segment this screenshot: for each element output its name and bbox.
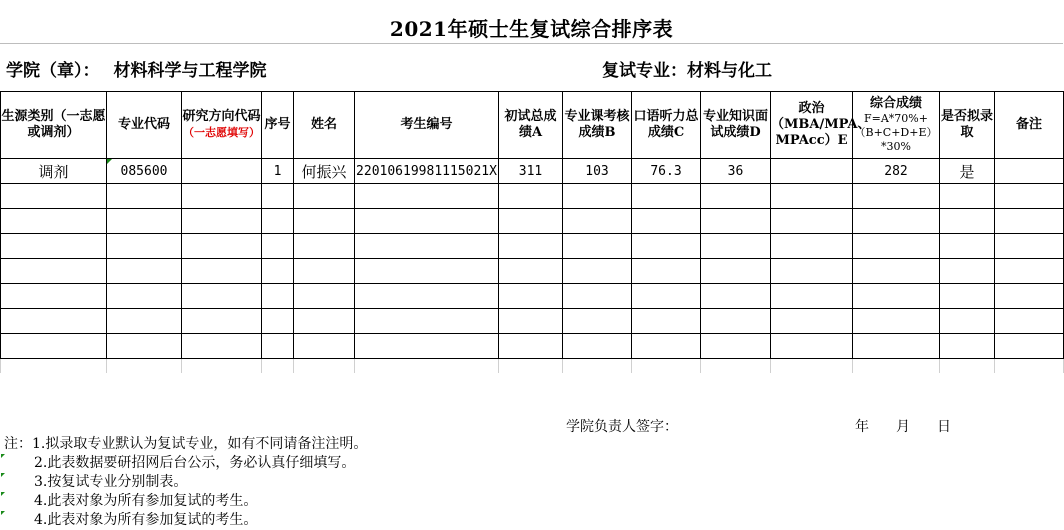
col-header-seq: 序号 xyxy=(262,92,294,159)
notes-section xyxy=(0,435,367,530)
note-line: 4.此表对象为所有参加复试的考生。 xyxy=(0,492,367,511)
cell-marker xyxy=(1,492,5,496)
cell-exam-id[interactable]: 22010619981115021X xyxy=(355,159,499,184)
col-header-major-code: 专业代码 xyxy=(107,92,182,159)
note-line: 4.此表对象为所有参加复试的考生。 xyxy=(0,511,367,530)
cell-major-code[interactable]: 085600 xyxy=(107,159,182,184)
title-divider xyxy=(0,43,1063,44)
cell-oral[interactable]: 76.3 xyxy=(632,159,701,184)
page-title: 2021年硕士生复试综合排序表 xyxy=(389,17,674,41)
date-year: 年 xyxy=(855,419,869,435)
major-field xyxy=(602,56,772,81)
cell-admit[interactable]: 是 xyxy=(940,159,995,184)
research-dir-note: （一志愿填写） xyxy=(183,126,260,139)
date-month: 月 xyxy=(896,419,910,435)
cell-remark[interactable] xyxy=(995,159,1064,184)
cell-politics[interactable] xyxy=(771,159,853,184)
ranking-table xyxy=(0,91,1064,373)
note-line: 注：1.拟录取专业默认为复试专业，如有不同请备注注明。 xyxy=(4,436,368,452)
table-row-trailing xyxy=(1,359,1064,374)
col-header-oral: 口语听力总成绩C xyxy=(632,92,701,159)
cell-prelim[interactable]: 311 xyxy=(499,159,563,184)
note-line: 2.此表数据要研招网后台公示，务必认真仔细填写。 xyxy=(0,454,367,473)
college-field xyxy=(6,56,267,81)
table-row-empty xyxy=(1,259,1064,284)
table-row-empty xyxy=(1,284,1064,309)
table-row-empty xyxy=(1,184,1064,209)
major-value: 材料与化工 xyxy=(687,61,772,81)
cell-marker xyxy=(1,511,5,515)
col-header-name: 姓名 xyxy=(294,92,355,159)
note-line: 3.按复试专业分别制表。 xyxy=(0,473,367,492)
cell-source[interactable]: 调剂 xyxy=(1,159,107,184)
cell-name[interactable]: 何振兴 xyxy=(294,159,355,184)
col-header-research-dir: 研究方向代码（一志愿填写） xyxy=(182,92,262,159)
header-row xyxy=(1,92,1064,159)
date-field xyxy=(855,416,978,436)
col-header-politics: 政治（MBA/MPA、MPAcc）E xyxy=(771,92,853,159)
major-label: 复试专业： xyxy=(602,61,687,81)
col-header-remark: 备注 xyxy=(995,92,1064,159)
table-row-empty xyxy=(1,309,1064,334)
col-header-course: 专业课考核成绩B xyxy=(563,92,632,159)
college-label: 学院（章）： xyxy=(6,61,100,81)
col-header-admit: 是否拟录取 xyxy=(940,92,995,159)
college-value: 材料科学与工程学院 xyxy=(113,61,267,81)
table-row-empty xyxy=(1,334,1064,359)
cell-marker xyxy=(1,473,5,477)
col-header-exam-id: 考生编号 xyxy=(355,92,499,159)
table-row-empty xyxy=(1,209,1064,234)
composite-formula: F=A*70%+（B+C+D+E）*30% xyxy=(854,112,938,153)
cell-research-dir[interactable] xyxy=(182,159,262,184)
cell-course[interactable]: 103 xyxy=(563,159,632,184)
cell-marker xyxy=(1,454,5,458)
col-header-prelim: 初试总成绩A xyxy=(499,92,563,159)
date-day: 日 xyxy=(937,419,951,435)
table-row xyxy=(1,159,1064,184)
cell-composite[interactable]: 282 xyxy=(853,159,940,184)
table-row-empty xyxy=(1,234,1064,259)
cell-seq[interactable]: 1 xyxy=(262,159,294,184)
col-header-source: 生源类别（一志愿或调剂） xyxy=(1,92,107,159)
col-header-composite: 综合成绩 F=A*70%+（B+C+D+E）*30% xyxy=(853,92,940,159)
cell-interview[interactable]: 36 xyxy=(701,159,771,184)
signature-label: 学院负责人签字： xyxy=(566,419,678,435)
col-header-interview: 专业知识面试成绩D xyxy=(701,92,771,159)
